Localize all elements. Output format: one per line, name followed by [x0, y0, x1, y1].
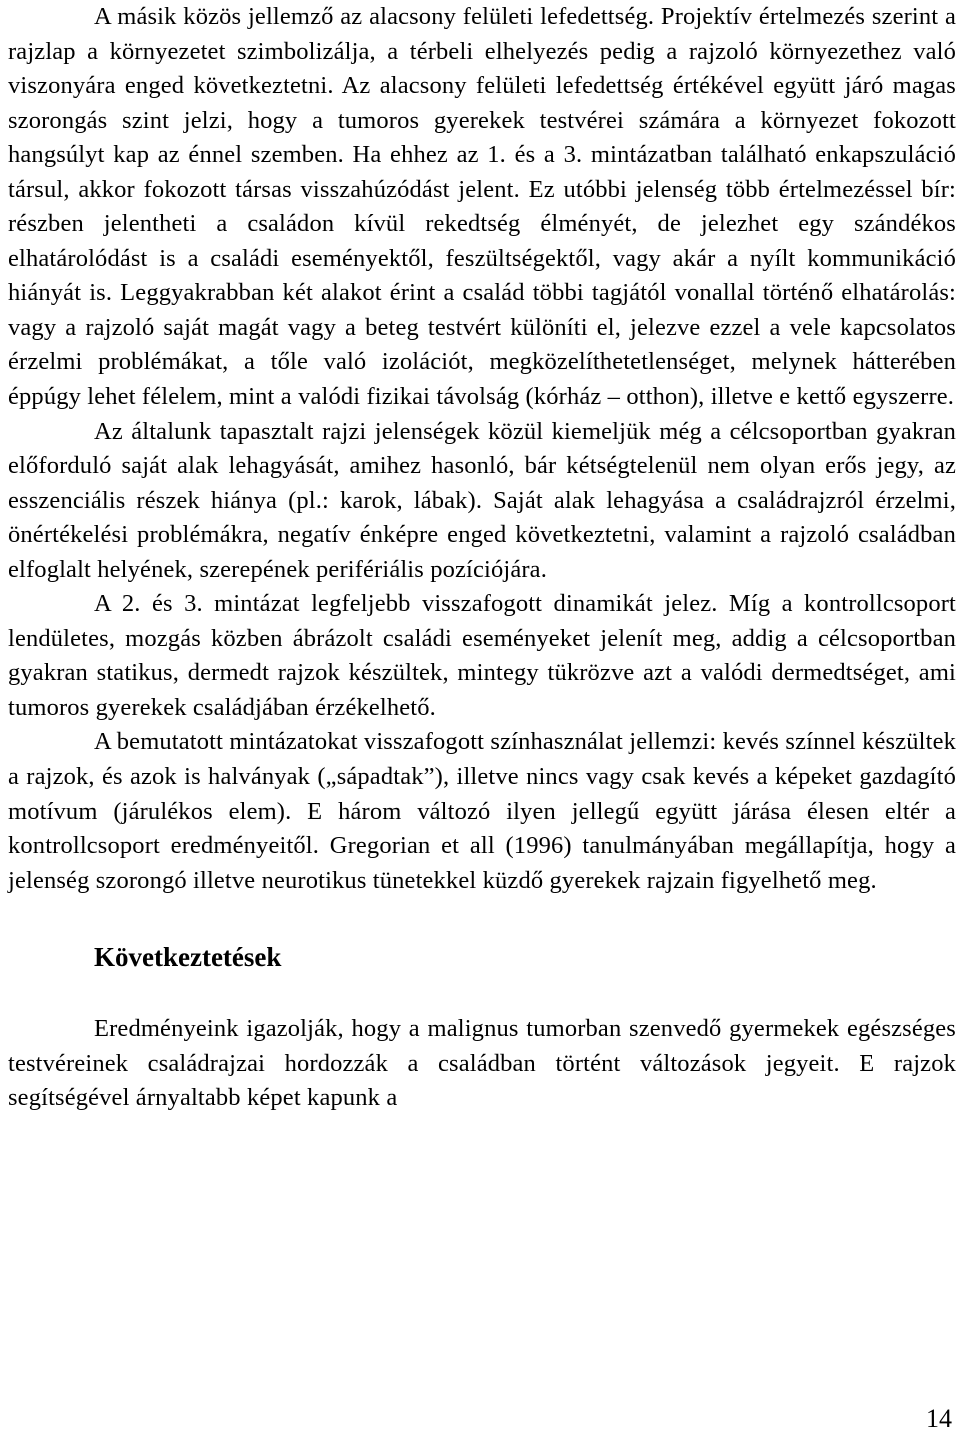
body-paragraph: A bemutatott mintázatokat visszafogott színhasználat jellemzi: kevés színnel készültek a rajzok, és azok is halványak („sápadtak”), illetve nincs vagy csak kevés a képeket gazdagító motívum (járulékos elem). E három változó ilyen jellegű együtt járása élesen eltér a kontrollcsoport eredményeitől. Gregorian et all (1996) tanulmányában megállapítja, hogy a jelenség szorongó illetve neurotikus tünetekkel küzdő gyerekek rajzain figyelhető meg.: [8, 728, 956, 894]
body-paragraph: A másik közös jellemző az alacsony felületi lefedettség. Projektív értelmezés szerint a rajzlap a környezetet szimbolizálja, a térbeli elhelyezés pedig a rajzoló környezethez való viszonyára enged következtetni. Az alacsony felületi lefedettség értékével együtt járó magas szorongás szint jelzi, hogy a tumoros gyerekek testvérei számára a környezet fokozott hangsúlyt kap az énnel szemben. Ha ehhez az 1. és a 3. mintázatban található enkapszuláció társul, akkor fokozott társas visszahúzódást jelent. Ez utóbbi jelenség több értelmezéssel bír: részben jelentheti a családon kívül rekedtség élményét, de jelezhet egy szándékos elhatárolódást is a családi eseményektől, feszültségektől, vagy akár a nyílt kommunikáció hiányát is. Leggyakrabban két alakot érint a család többi tagjától vonallal történő elhatárolás: vagy a rajzoló saját magát vagy a beteg testvért különíti el, jelezve ezzel a vele kapcsolatos érzelmi problémákat, a tőle való izolációt, megközelíthetetlenséget, melynek hátterében éppúgy lehet félelem, mint a valódi fizikai távolság (kórház – otthon), illetve e kettő egyszerre.: [8, 3, 956, 411]
page-number: 14: [926, 1404, 952, 1433]
conclusion-paragraph: Eredményeink igazolják, hogy a malignus tumorban szenvedő gyermekek egészséges testvéreinek családrajzai hordozzák a családban történt változások jegyeit. E rajzok segítségével árnyaltabb képet kapunk a: [8, 1015, 956, 1112]
body-paragraph: A 2. és 3. mintázat legfeljebb visszafogott dinamikát jelez. Míg a kontrollcsoport lendületes, mozgás közben ábrázolt családi eseményeket jelenít meg, addig a célcsoportban gyakran statikus, dermedt rajzok készültek, mintegy tükrözve azt a valódi dermedtséget, ami tumoros gyerekek családjában érzékelhető.: [8, 590, 956, 721]
document-page: [8, 0, 956, 1116]
body-paragraph: Az általunk tapasztalt rajzi jelenségek közül kiemeljük még a célcsoportban gyakran előforduló saját alak lehagyását, amihez hasonló, bár kétségtelenül nem olyan erős jegy, az esszenciális részek hiánya (pl.: karok, lábak). Saját alak lehagyása a családrajzról érzelmi, önértékelési problémákra, negatív énképre enged következtetni, valamint a rajzoló családban elfoglalt helyének, szerepének perifériális pozíciójára.: [8, 417, 956, 583]
section-heading: Következtetések: [94, 942, 282, 973]
